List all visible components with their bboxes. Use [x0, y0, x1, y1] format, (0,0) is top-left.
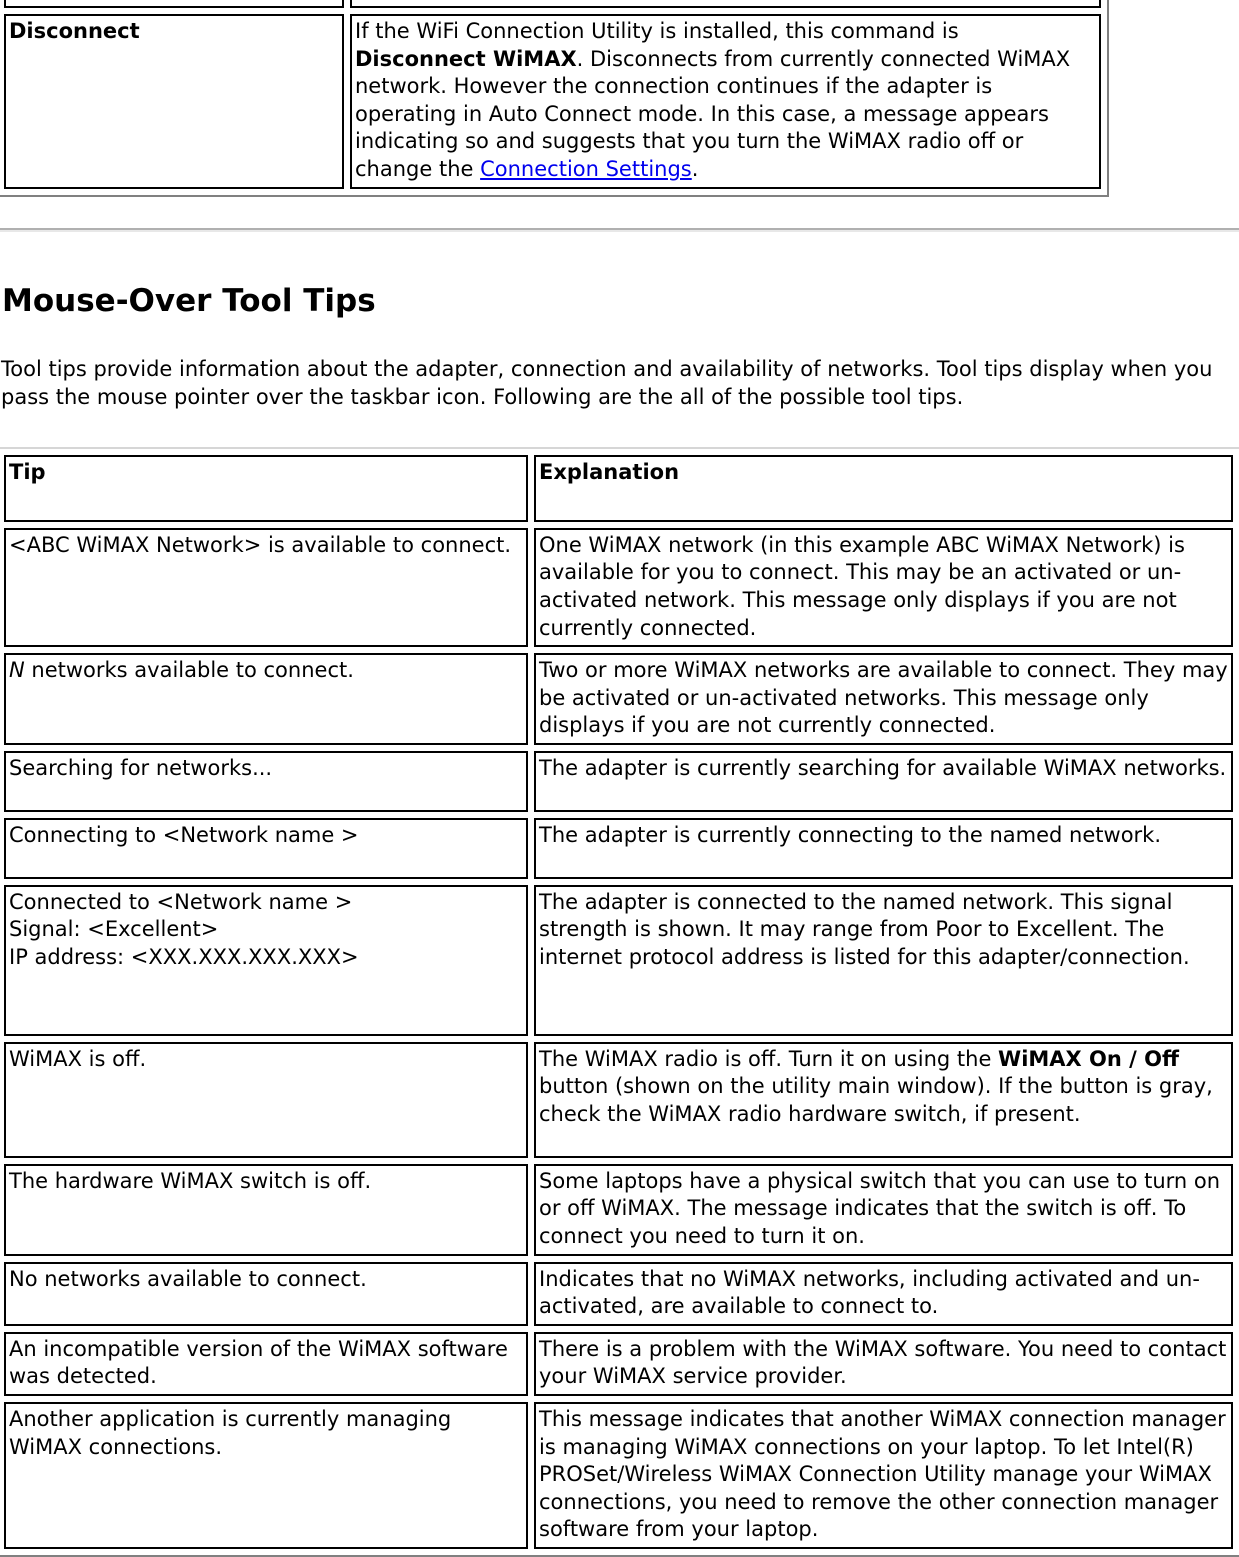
tip-line: Connected to <Network name >	[9, 889, 353, 914]
header-tip	[4, 455, 528, 522]
tip-line: Signal: <Excellent>	[9, 917, 219, 942]
tip-cell	[4, 885, 528, 1036]
command-description-cell	[350, 14, 1101, 189]
tip-cell	[4, 1332, 528, 1396]
explanation-cell	[534, 528, 1233, 647]
table-row	[4, 885, 1233, 1036]
explanation-cell	[534, 1164, 1233, 1256]
description-text: If the WiFi Connection Utility is installed, this command is	[355, 19, 959, 43]
section-intro: Tool tips provide information about the adapter, connection and availability of networks. Tool tips display when you pass the mouse pointer over the taskbar icon. Following are the all of the possible tool tips.	[1, 357, 1213, 409]
tip-text: No networks available to connect.	[9, 1266, 367, 1291]
tip-text: networks available to connect.	[24, 658, 354, 683]
table-row	[4, 1332, 1233, 1396]
tip-text: Searching for networks...	[9, 755, 273, 780]
tip-cell	[4, 751, 528, 812]
table-row	[4, 14, 1101, 189]
header-explanation-label: Explanation	[539, 460, 680, 484]
explanation-cell	[534, 751, 1233, 812]
tip-cell	[4, 1164, 528, 1256]
section-divider	[0, 228, 1239, 232]
explanation-text: Two or more WiMAX networks are available to connect. They may be activated or un-activated networks. This message only displays if you are not currently connected.	[539, 658, 1228, 738]
explanation-text: Some laptops have a physical switch that you can use to turn on or off WiMAX. The message indicates that the switch is off. To connect you need to turn it on.	[539, 1168, 1221, 1249]
table-header-row	[4, 455, 1233, 522]
table-row	[4, 1402, 1233, 1549]
header-explanation	[534, 455, 1233, 522]
explanation-text: The adapter is currently searching for available WiMAX networks.	[539, 755, 1227, 780]
description-text: .	[691, 156, 699, 181]
tip-text: <ABC WiMAX Network> is available to connect.	[9, 532, 512, 557]
command-name: Disconnect	[9, 19, 140, 43]
explanation-text: One WiMAX network (in this example ABC WiMAX Network) is available for you to connect. This may be an activated or un-activated network. This message only displays if you are not currently connected.	[539, 532, 1185, 640]
tip-text: An incompatible version of the WiMAX software was detected.	[9, 1336, 508, 1389]
table-row	[4, 818, 1233, 879]
table-row	[4, 653, 1233, 745]
command-name-cell	[4, 14, 344, 189]
tip-text: Connecting to <Network name >	[9, 822, 359, 847]
explanation-text: This message indicates that another WiMAX connection manager is managing WiMAX connections on your laptop. To let Intel(R) PROSet/Wireless WiMAX Connection Utility manage your WiMAX connections, you need to remove the other connection manager software from your laptop.	[539, 1407, 1226, 1542]
table-row	[4, 0, 1101, 8]
tip-text: WiMAX is off.	[9, 1046, 147, 1071]
explanation-cell	[534, 1042, 1233, 1158]
tip-text: The hardware WiMAX switch is off.	[9, 1168, 372, 1193]
explanation-cell	[534, 818, 1233, 879]
explanation-text: The WiMAX radio is off. Turn it on using the	[539, 1046, 999, 1071]
explanation-text: Indicates that no WiMAX networks, including activated and un-activated, are available to connect to.	[539, 1266, 1200, 1319]
command-description-cell	[350, 0, 1101, 8]
table-row	[4, 1262, 1233, 1326]
tip-line: IP address: <XXX.XXX.XXX.XXX>	[9, 945, 359, 970]
explanation-cell	[534, 1402, 1233, 1549]
explanation-text: button (shown on the utility main window). If the button is gray, check the WiMAX radio hardware switch, if present.	[539, 1074, 1213, 1127]
table-row	[4, 751, 1233, 812]
tool-tips-table	[0, 447, 1239, 1557]
description-bold-term: Disconnect WiMAX	[355, 46, 577, 71]
table-row	[4, 528, 1233, 647]
tip-cell	[4, 1402, 528, 1549]
explanation-text: There is a problem with the WiMAX software. You need to contact your WiMAX service provider.	[539, 1336, 1227, 1389]
tip-cell	[4, 1262, 528, 1326]
explanation-text: The adapter is connected to the named network. This signal strength is shown. It may range from Poor to Excellent. The internet protocol address is listed for this adapter/connection.	[539, 889, 1190, 970]
explanation-cell	[534, 1332, 1233, 1396]
table-row	[4, 1042, 1233, 1158]
command-name-cell	[4, 0, 344, 8]
tip-text: Another application is currently managing WiMAX connections.	[9, 1407, 452, 1459]
description-text: . Disconnects from currently connected WiMAX network. However the connection continues if the adapter is operating in Auto Connect mode. In this case, a message appears indicating so and suggests that you turn the WiMAX radio off or change the	[355, 46, 1071, 181]
explanation-cell	[534, 653, 1233, 745]
header-tip-label: Tip	[9, 460, 46, 484]
explanation-text: The adapter is currently connecting to the named network.	[539, 822, 1162, 847]
section-title: Mouse-Over Tool Tips	[2, 283, 376, 319]
tip-variable: N	[9, 658, 25, 683]
tip-cell	[4, 818, 528, 879]
connection-settings-link[interactable]: Connection Settings	[480, 156, 692, 181]
explanation-cell	[534, 885, 1233, 1036]
tip-cell	[4, 528, 528, 647]
menu-commands-table	[0, 0, 1109, 197]
tip-cell	[4, 653, 528, 745]
table-row	[4, 1164, 1233, 1256]
explanation-cell	[534, 1262, 1233, 1326]
explanation-bold-term: WiMAX On / Off	[998, 1046, 1180, 1071]
tip-cell	[4, 1042, 528, 1158]
